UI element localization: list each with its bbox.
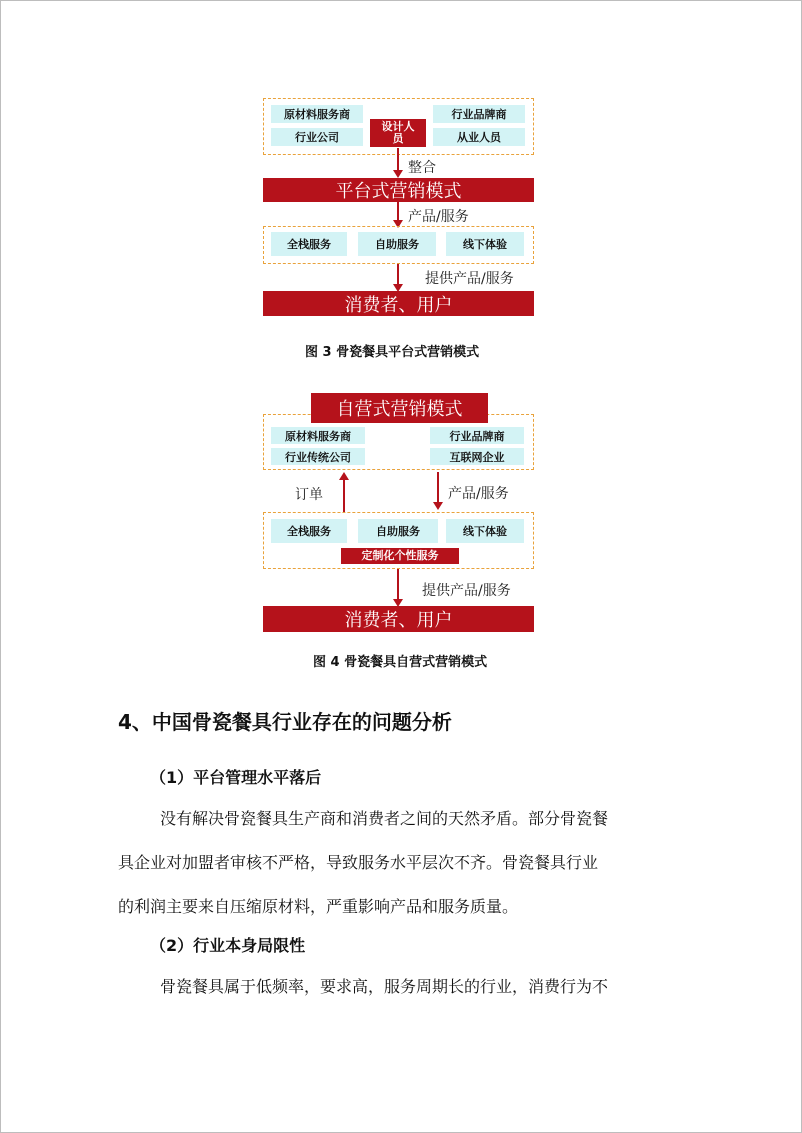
paragraph-1-line-1: 没有解决骨瓷餐具生产商和消费者之间的天然矛盾。部分骨瓷餐 — [160, 809, 609, 828]
fig3-box-brand: 行业品牌商 — [433, 105, 525, 123]
fig4-box-brand: 行业品牌商 — [430, 427, 524, 444]
fig4-up-label: 订单 — [295, 487, 323, 503]
fig4-caption: 图 4 骨瓷餐具自营式营销模式 — [313, 655, 488, 670]
fig3-bar-platform: 平台式营销模式 — [263, 178, 534, 202]
fig4-down-arrow-line — [437, 472, 439, 502]
subheading-industry-limitation: （2）行业本身局限性 — [150, 936, 306, 955]
fig4-up-arrow-line — [343, 480, 345, 512]
fig3-caption: 图 3 骨瓷餐具平台式营销模式 — [305, 345, 480, 360]
fig3-service-offline: 线下体验 — [446, 232, 524, 256]
fig3-box-raw-material: 原材料服务商 — [271, 105, 363, 123]
section-heading: 4、中国骨瓷餐具行业存在的问题分析 — [118, 710, 452, 734]
fig4-box-raw-material: 原材料服务商 — [271, 427, 365, 444]
fig4-bar-consumers: 消费者、用户 — [263, 606, 534, 632]
subheading-platform-management: （1）平台管理水平落后 — [150, 768, 322, 787]
fig4-service-offline: 线下体验 — [446, 519, 524, 543]
fig3-service-self: 自助服务 — [358, 232, 436, 256]
fig3-arrow3-line — [397, 264, 399, 284]
fig3-bar-consumers: 消费者、用户 — [263, 291, 534, 316]
fig4-service-self: 自助服务 — [358, 519, 438, 543]
fig3-arrow3-label: 提供产品/服务 — [425, 271, 514, 287]
fig3-arrow1-label: 整合 — [408, 160, 436, 176]
fig3-service-fullstack: 全栈服务 — [271, 232, 347, 256]
fig3-box-designer: 设计人员 — [370, 119, 426, 147]
fig4-arrow-label: 提供产品/服务 — [422, 583, 511, 599]
paragraph-2-line-1: 骨瓷餐具属于低频率，要求高，服务周期长的行业，消费行为不 — [160, 977, 609, 996]
fig3-arrow1-line — [397, 148, 399, 170]
fig4-bar-self-operated: 自营式营销模式 — [311, 393, 488, 423]
fig3-arrow2-label: 产品/服务 — [408, 209, 469, 225]
fig4-box-internet: 互联网企业 — [430, 448, 524, 465]
paragraph-1-line-3: 的利润主要来自压缩原材料，严重影响产品和服务质量。 — [118, 897, 519, 916]
fig3-box-industry-company: 行业公司 — [271, 128, 363, 146]
paragraph-1-line-2: 具企业对加盟者审核不严格，导致服务水平层次不齐。骨瓷餐具行业 — [118, 853, 599, 872]
fig3-box-practitioners: 从业人员 — [433, 128, 525, 146]
fig4-arrow-line — [397, 569, 399, 599]
fig4-down-label: 产品/服务 — [448, 486, 509, 502]
fig3-arrow2-line — [397, 202, 399, 220]
fig4-up-arrow-head — [339, 472, 349, 480]
fig4-down-arrow-head — [433, 502, 443, 510]
fig4-box-traditional-company: 行业传统公司 — [271, 448, 365, 465]
fig4-custom-service: 定制化个性服务 — [341, 548, 459, 564]
fig4-service-fullstack: 全栈服务 — [271, 519, 347, 543]
